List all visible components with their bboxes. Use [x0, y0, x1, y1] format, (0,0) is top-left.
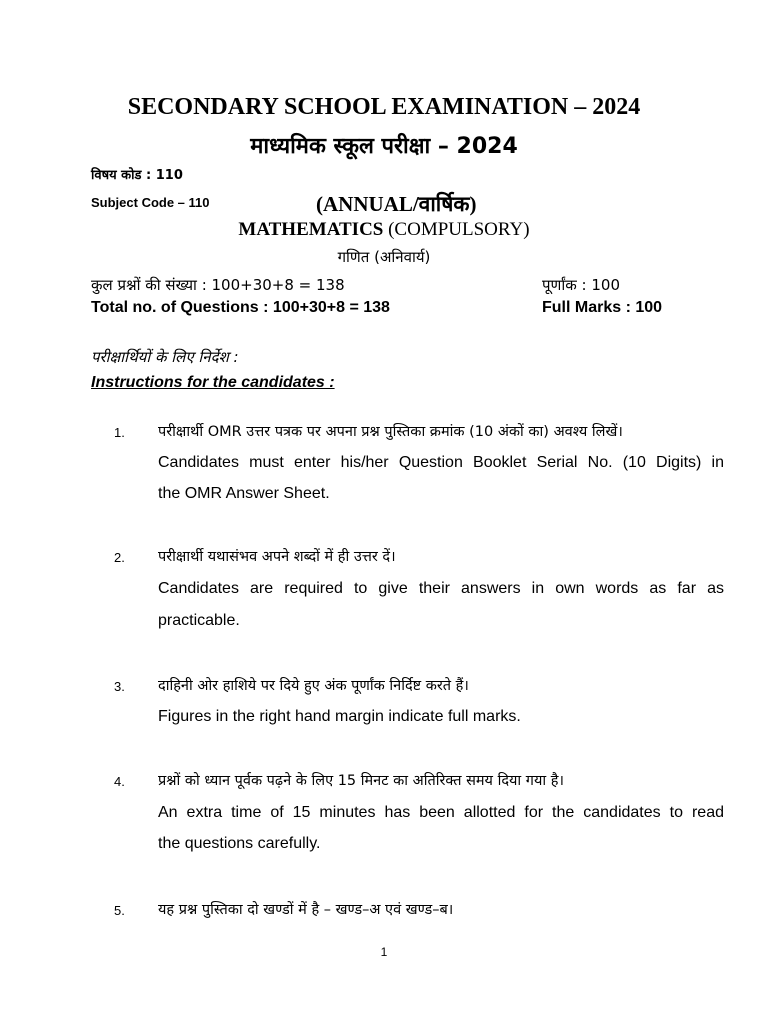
- instruction-hindi: परीक्षार्थी यथासंभव अपने शब्दों में ही उत्तर दें।: [158, 549, 396, 565]
- subject-name-bold: MATHEMATICS: [238, 219, 384, 240]
- subject-code-hindi: विषय कोड : 110: [91, 168, 183, 183]
- full-marks-hindi: पूर्णांक : 100: [542, 276, 620, 294]
- subject-name-rest: (COMPULSORY): [383, 219, 530, 240]
- instruction-number: 4.: [114, 774, 125, 789]
- instruction-hindi: प्रश्नों को ध्यान पूर्वक पढ़ने के लिए 15 मिनट का अतिरिक्त समय दिया गया है।: [158, 773, 564, 789]
- instructions-heading-hindi: परीक्षार्थियों के लिए निर्देश :: [91, 348, 239, 366]
- instruction-number: 1.: [114, 425, 125, 440]
- instruction-hindi: यह प्रश्न पुस्तिका दो खण्डों में है – खण्ड–अ एवं खण्ड–ब।: [158, 902, 454, 918]
- full-marks-english: Full Marks : 100: [542, 299, 663, 316]
- total-questions-english: Total no. of Questions : 100+30+8 = 138: [91, 299, 390, 316]
- instruction-english-line: practicable.: [158, 612, 240, 629]
- instructions-heading-english: Instructions for the candidates :: [91, 374, 335, 391]
- instruction-english-line: An extra time of 15 minutes has been allotted for the candidates to read: [158, 804, 724, 821]
- instruction-number: 2.: [114, 550, 125, 565]
- instruction-number: 5.: [114, 903, 125, 918]
- subject-name: [0, 219, 768, 241]
- exam-title-hindi: माध्यमिक स्कूल परीक्षा – 2024: [250, 134, 518, 159]
- subject-code-english: Subject Code – 110: [91, 195, 210, 210]
- instruction-english-line: the OMR Answer Sheet.: [158, 485, 330, 502]
- annual-label: (ANNUAL/वार्षिक): [316, 192, 477, 216]
- page-number: 1: [380, 945, 388, 959]
- instruction-english-line: Candidates are required to give their answers in own words as far as: [158, 580, 724, 597]
- instruction-hindi: परीक्षार्थी OMR उत्तर पत्रक पर अपना प्रश्न पुस्तिका क्रमांक (10 अंकों का) अवश्य लिखें।: [158, 424, 623, 440]
- instruction-english-line: the questions carefully.: [158, 835, 321, 852]
- subject-name-hindi: गणित (अनिवार्य): [337, 248, 431, 266]
- exam-title-english: SECONDARY SCHOOL EXAMINATION – 2024: [127, 94, 641, 120]
- total-questions-hindi: कुल प्रश्नों की संख्या : 100+30+8 = 138: [91, 276, 345, 294]
- instruction-english-line: Figures in the right hand margin indicate full marks.: [158, 708, 521, 725]
- instruction-hindi: दाहिनी ओर हाशिये पर दिये हुए अंक पूर्णांक निर्दिष्ट करते हैं।: [158, 678, 469, 694]
- instruction-english-line: Candidates must enter his/her Question Booklet Serial No. (10 Digits) in: [158, 454, 724, 471]
- instruction-number: 3.: [114, 679, 125, 694]
